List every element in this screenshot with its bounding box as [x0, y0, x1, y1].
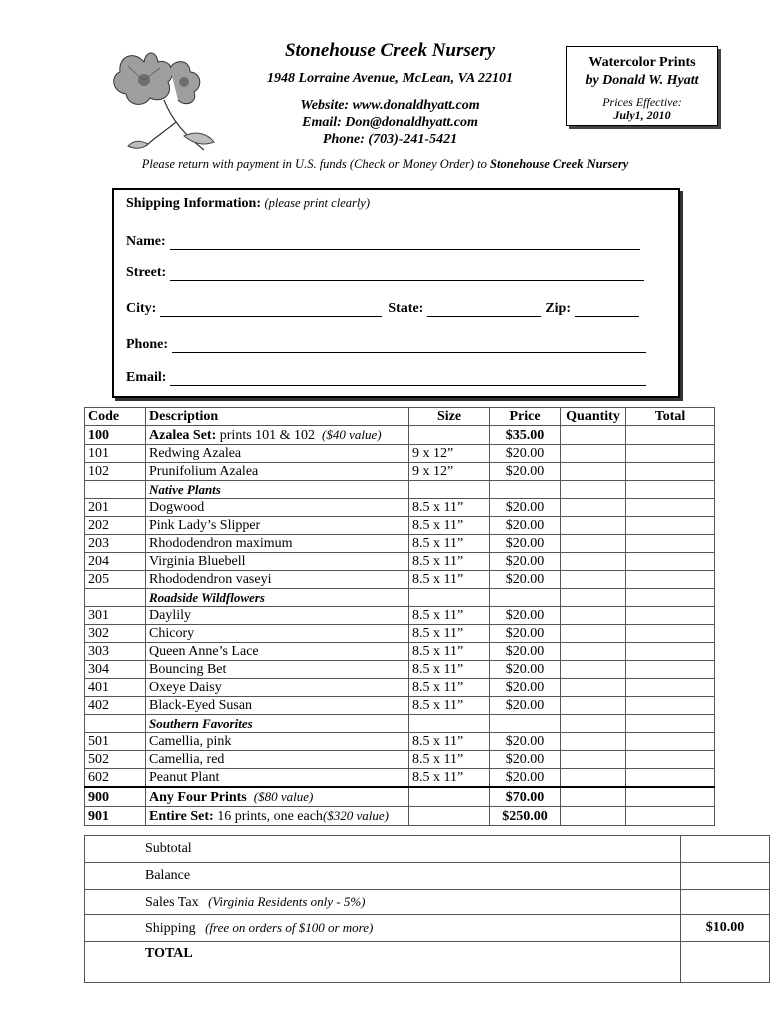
section-qty-cell — [561, 589, 626, 607]
table-row — [85, 445, 715, 463]
item-price: $20.00 — [490, 571, 561, 589]
section-price-cell — [490, 715, 561, 733]
phone-field[interactable] — [172, 338, 646, 353]
shipping-row — [85, 915, 770, 942]
item-description-cell — [146, 697, 409, 715]
email-text: Email: Don@donaldhyatt.com — [302, 115, 478, 130]
item-description: Daylily — [149, 608, 191, 623]
header-code: Code — [85, 408, 146, 426]
item-quantity[interactable] — [561, 426, 626, 445]
item-total[interactable] — [626, 445, 715, 463]
header-quantity: Quantity — [561, 408, 626, 426]
item-code: 501 — [85, 733, 146, 751]
item-description-cell — [146, 733, 409, 751]
item-size: 8.5 x 11” — [409, 679, 490, 697]
item-code: 201 — [85, 499, 146, 517]
item-description-cell — [146, 679, 409, 697]
item-size: 8.5 x 11” — [409, 571, 490, 589]
item-size: 8.5 x 11” — [409, 535, 490, 553]
subtotal-label: Subtotal — [85, 836, 681, 863]
item-size — [409, 426, 490, 445]
sales-tax-row — [85, 890, 770, 915]
section-title: Southern Favorites — [146, 715, 409, 733]
item-quantity[interactable] — [561, 517, 626, 535]
street-row — [126, 265, 644, 281]
table-row — [85, 625, 715, 643]
section-total-cell — [626, 589, 715, 607]
table-row — [85, 499, 715, 517]
item-price: $20.00 — [490, 643, 561, 661]
shipping-title-label: Shipping Information: — [126, 196, 261, 211]
section-row — [85, 715, 715, 733]
item-description-cell — [146, 643, 409, 661]
shipping-title-note: (please print clearly) — [264, 196, 371, 210]
item-description: Black-Eyed Susan — [149, 698, 253, 713]
email-row — [126, 370, 646, 386]
item-total[interactable] — [626, 697, 715, 715]
item-description-extra — [247, 790, 254, 805]
item-quantity[interactable] — [561, 553, 626, 571]
table-row — [85, 426, 715, 445]
sales-tax-note: (Virginia Residents only - 5%) — [208, 893, 366, 909]
item-description-cell — [146, 517, 409, 535]
item-total[interactable] — [626, 751, 715, 769]
item-price: $35.00 — [490, 426, 561, 445]
section-code-cell — [85, 715, 146, 733]
item-price: $20.00 — [490, 607, 561, 625]
street-field[interactable] — [170, 266, 644, 281]
prints-box-line2: by Donald W. Hyatt — [585, 73, 699, 88]
item-description-cell — [146, 426, 409, 445]
section-title: Roadside Wildflowers — [146, 589, 409, 607]
item-quantity[interactable] — [561, 787, 626, 807]
item-size: 8.5 x 11” — [409, 499, 490, 517]
item-quantity[interactable] — [561, 607, 626, 625]
section-total-cell — [626, 481, 715, 499]
nursery-title: Stonehouse Creek Nursery — [284, 40, 496, 61]
phone-row — [126, 337, 646, 353]
table-row — [85, 733, 715, 751]
table-row — [85, 661, 715, 679]
table-row — [85, 679, 715, 697]
table-header-row — [85, 408, 715, 426]
state-field[interactable] — [427, 302, 541, 317]
item-total[interactable] — [626, 733, 715, 751]
section-qty-cell — [561, 715, 626, 733]
item-size: 8.5 x 11” — [409, 553, 490, 571]
item-code: 301 — [85, 607, 146, 625]
item-description-value: ($40 value) — [322, 427, 382, 442]
item-code: 102 — [85, 463, 146, 481]
item-description-value: ($320 value) — [322, 808, 389, 823]
header-price: Price — [490, 408, 561, 426]
section-size-cell — [409, 481, 490, 499]
item-description: Chicory — [149, 626, 195, 641]
item-description: Rhododendron maximum — [149, 536, 293, 551]
item-total[interactable] — [626, 769, 715, 788]
item-code: 204 — [85, 553, 146, 571]
item-code: 901 — [85, 807, 146, 826]
table-row — [85, 807, 715, 826]
shipping-cell — [85, 915, 681, 942]
item-code: 302 — [85, 625, 146, 643]
item-size: 8.5 x 11” — [409, 751, 490, 769]
item-quantity[interactable] — [561, 625, 626, 643]
shipping-info-box — [112, 188, 680, 398]
name-label: Name: — [126, 234, 166, 249]
item-code: 401 — [85, 679, 146, 697]
item-quantity[interactable] — [561, 679, 626, 697]
shipping-note: (free on orders of $100 or more) — [205, 919, 374, 935]
item-size: 8.5 x 11” — [409, 625, 490, 643]
item-size — [409, 787, 490, 807]
item-size — [409, 807, 490, 826]
item-total[interactable] — [626, 807, 715, 826]
item-total[interactable] — [626, 426, 715, 445]
return-note-nursery: Stonehouse Creek Nursery — [490, 157, 629, 171]
item-description: Camellia, red — [149, 752, 225, 767]
item-size: 8.5 x 11” — [409, 661, 490, 679]
total-row — [85, 942, 770, 983]
item-price: $20.00 — [490, 625, 561, 643]
shipping-title — [126, 196, 370, 212]
shipping-label: Shipping — [145, 920, 196, 936]
table-row — [85, 553, 715, 571]
item-code: 100 — [85, 426, 146, 445]
item-description: Rhododendron vaseyi — [149, 572, 272, 587]
section-price-cell — [490, 589, 561, 607]
sales-tax-label: Sales Tax — [145, 894, 199, 910]
item-quantity[interactable] — [561, 751, 626, 769]
section-size-cell — [409, 589, 490, 607]
item-description-value: ($80 value) — [253, 789, 314, 804]
item-quantity[interactable] — [561, 445, 626, 463]
item-total[interactable] — [626, 517, 715, 535]
prices-effective-date: July1, 2010 — [613, 108, 671, 122]
sales-tax-cell — [85, 890, 681, 915]
nursery-address: 1948 Lorraine Avenue, McLean, VA 22101 — [267, 71, 513, 86]
balance-row — [85, 863, 770, 890]
item-description: Queen Anne’s Lace — [149, 644, 259, 659]
item-total[interactable] — [626, 661, 715, 679]
item-description-extra: 16 prints, one each — [213, 809, 323, 824]
name-row — [126, 234, 640, 250]
item-code: 502 — [85, 751, 146, 769]
item-size: 8.5 x 11” — [409, 643, 490, 661]
item-quantity[interactable] — [561, 571, 626, 589]
item-description-cell — [146, 499, 409, 517]
item-price: $20.00 — [490, 553, 561, 571]
table-row — [85, 751, 715, 769]
item-code: 402 — [85, 697, 146, 715]
item-price: $20.00 — [490, 679, 561, 697]
item-description: Prunifolium Azalea — [149, 464, 259, 479]
zip-field[interactable] — [575, 302, 639, 317]
item-code: 303 — [85, 643, 146, 661]
item-code: 101 — [85, 445, 146, 463]
header-description: Description — [146, 408, 409, 426]
item-quantity[interactable] — [561, 697, 626, 715]
item-quantity[interactable] — [561, 661, 626, 679]
item-code: 205 — [85, 571, 146, 589]
item-size: 8.5 x 11” — [409, 733, 490, 751]
item-total[interactable] — [626, 571, 715, 589]
nursery-contact — [240, 97, 540, 148]
item-quantity[interactable] — [561, 535, 626, 553]
item-description-cell — [146, 463, 409, 481]
table-row — [85, 463, 715, 481]
phone-label: Phone: — [126, 337, 168, 352]
section-size-cell — [409, 715, 490, 733]
item-quantity[interactable] — [561, 499, 626, 517]
section-title: Native Plants — [146, 481, 409, 499]
total-label: TOTAL — [85, 942, 681, 983]
subtotal-value[interactable] — [681, 836, 770, 863]
item-description: Any Four Prints — [149, 790, 247, 805]
item-description-cell — [146, 751, 409, 769]
balance-value[interactable] — [681, 863, 770, 890]
item-description: Oxeye Daisy — [149, 680, 222, 695]
item-price: $20.00 — [490, 535, 561, 553]
item-description: Dogwood — [149, 500, 205, 515]
section-code-cell — [85, 589, 146, 607]
table-row — [85, 769, 715, 788]
item-description: Redwing Azalea — [149, 446, 242, 461]
item-description-cell — [146, 807, 409, 826]
shipping-value: $10.00 — [681, 915, 770, 942]
name-field[interactable] — [170, 235, 640, 250]
website-text: Website: www.donaldhyatt.com — [300, 98, 480, 113]
email-field[interactable] — [170, 371, 646, 386]
section-row — [85, 589, 715, 607]
table-row — [85, 697, 715, 715]
item-price: $20.00 — [490, 445, 561, 463]
city-label: City: — [126, 301, 157, 316]
item-price: $20.00 — [490, 463, 561, 481]
item-code: 304 — [85, 661, 146, 679]
item-size: 9 x 12” — [409, 463, 490, 481]
balance-label: Balance — [85, 863, 681, 890]
summary-table — [84, 835, 770, 983]
street-label: Street: — [126, 265, 167, 280]
item-description: Camellia, pink — [149, 734, 232, 749]
item-total[interactable] — [626, 787, 715, 807]
item-description-cell — [146, 445, 409, 463]
item-description: Peanut Plant — [149, 770, 220, 785]
item-description: Pink Lady’s Slipper — [149, 518, 261, 533]
header-size: Size — [409, 408, 490, 426]
item-total[interactable] — [626, 499, 715, 517]
item-description-cell — [146, 787, 409, 807]
table-row — [85, 535, 715, 553]
item-price: $20.00 — [490, 661, 561, 679]
item-description-cell — [146, 661, 409, 679]
item-size: 8.5 x 11” — [409, 517, 490, 535]
phone-text: Phone: (703)-241-5421 — [322, 132, 458, 147]
item-total[interactable] — [626, 463, 715, 481]
section-qty-cell — [561, 481, 626, 499]
email-label: Email: — [126, 370, 167, 385]
item-description-cell — [146, 553, 409, 571]
item-total[interactable] — [626, 625, 715, 643]
table-row — [85, 643, 715, 661]
item-total[interactable] — [626, 679, 715, 697]
section-row — [85, 481, 715, 499]
table-row — [85, 607, 715, 625]
table-row — [85, 571, 715, 589]
item-price: $20.00 — [490, 517, 561, 535]
item-total[interactable] — [626, 553, 715, 571]
table-row — [85, 517, 715, 535]
item-code: 900 — [85, 787, 146, 807]
section-price-cell — [490, 481, 561, 499]
item-price: $20.00 — [490, 733, 561, 751]
item-description: Azalea Set: — [149, 428, 217, 443]
item-description-cell — [146, 769, 409, 788]
prints-box-line1: Watercolor Prints — [588, 55, 696, 70]
item-description: Bouncing Bet — [149, 662, 227, 677]
item-price: $20.00 — [490, 751, 561, 769]
city-row — [126, 301, 639, 317]
zip-label: Zip: — [545, 301, 572, 316]
item-size: 8.5 x 11” — [409, 769, 490, 788]
total-value[interactable] — [681, 942, 770, 983]
watercolor-prints-box — [566, 46, 718, 126]
item-price: $20.00 — [490, 697, 561, 715]
prices-effective-label: Prices Effective: — [602, 95, 682, 109]
section-total-cell — [626, 715, 715, 733]
item-price: $20.00 — [490, 769, 561, 788]
return-note — [0, 157, 770, 172]
sales-tax-value[interactable] — [681, 890, 770, 915]
table-row — [85, 787, 715, 807]
item-quantity[interactable] — [561, 807, 626, 826]
return-note-text: Please return with payment in U.S. funds (Check or Money Order) to — [141, 157, 491, 171]
item-description-cell — [146, 535, 409, 553]
item-total[interactable] — [626, 535, 715, 553]
item-code: 203 — [85, 535, 146, 553]
city-field[interactable] — [160, 302, 382, 317]
item-price: $70.00 — [490, 787, 561, 807]
azalea-illustration — [104, 42, 224, 154]
item-price: $20.00 — [490, 499, 561, 517]
item-total[interactable] — [626, 643, 715, 661]
subtotal-row — [85, 836, 770, 863]
order-table — [84, 407, 715, 826]
item-quantity[interactable] — [561, 769, 626, 788]
item-description: Virginia Bluebell — [149, 554, 246, 569]
item-size: 9 x 12” — [409, 445, 490, 463]
item-description-cell — [146, 625, 409, 643]
section-code-cell — [85, 481, 146, 499]
header-total: Total — [626, 408, 715, 426]
item-size: 8.5 x 11” — [409, 697, 490, 715]
item-description-cell — [146, 607, 409, 625]
item-description: Entire Set: — [149, 809, 214, 824]
item-price: $250.00 — [490, 807, 561, 826]
item-quantity[interactable] — [561, 643, 626, 661]
item-code: 602 — [85, 769, 146, 788]
item-code: 202 — [85, 517, 146, 535]
item-description-extra: prints 101 & 102 — [216, 428, 323, 443]
item-size: 8.5 x 11” — [409, 607, 490, 625]
state-label: State: — [388, 301, 424, 316]
item-quantity[interactable] — [561, 463, 626, 481]
item-quantity[interactable] — [561, 733, 626, 751]
item-total[interactable] — [626, 607, 715, 625]
item-description-cell — [146, 571, 409, 589]
